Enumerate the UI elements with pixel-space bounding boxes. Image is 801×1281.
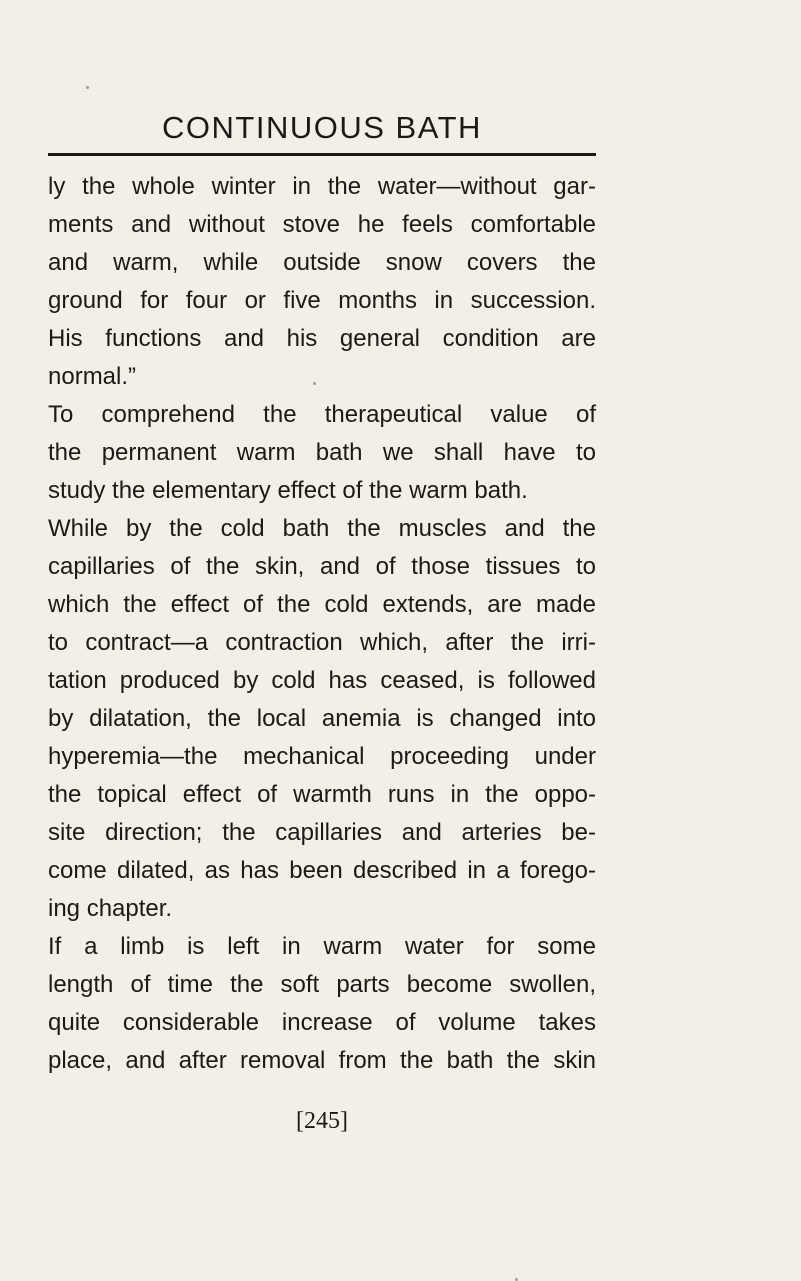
page-number: [245] (296, 1108, 348, 1134)
paragraph-first-line: While by the cold bath the muscles and the (48, 515, 596, 542)
text-line: the permanent warm bath we shall have to (48, 439, 596, 466)
running-head: CONTINUOUS BATH (162, 110, 482, 145)
paragraph-first-line: If a limb is left in warm water for some (48, 933, 596, 960)
paper-speck (313, 382, 316, 385)
text-line: the topical effect of warmth runs in the oppo- (48, 781, 596, 808)
paragraph-first-line: To comprehend the therapeutical value of (48, 401, 596, 428)
text-line: ly the whole winter in the water—without gar- (48, 173, 596, 200)
text-line: quite considerable increase of volume takes (48, 1009, 596, 1036)
text-line: capillaries of the skin, and of those tissues to (48, 553, 596, 580)
paper-speck (86, 86, 89, 89)
header-rule (48, 153, 596, 156)
text-line: by dilatation, the local anemia is changed into (48, 705, 596, 732)
text-line: and warm, while outside snow covers the (48, 249, 596, 276)
body-text (48, 168, 596, 1080)
text-line: length of time the soft parts become swollen, (48, 971, 596, 998)
text-line: ing chapter. (48, 895, 173, 922)
text-line: ground for four or five months in succession. (48, 287, 596, 314)
text-line: site direction; the capillaries and arteries be- (48, 819, 596, 846)
text-line: study the elementary effect of the warm bath. (48, 477, 528, 504)
text-line: to contract—a contraction which, after the irri- (48, 629, 596, 656)
text-line: tation produced by cold has ceased, is followed (48, 667, 596, 694)
text-line: ments and without stove he feels comfortable (48, 211, 596, 238)
text-line: His functions and his general condition are (48, 325, 596, 352)
text-line: come dilated, as has been described in a forego- (48, 857, 596, 884)
text-line: which the effect of the cold extends, are made (48, 591, 596, 618)
text-line: hyperemia—the mechanical proceeding under (48, 743, 596, 770)
text-line: place, and after removal from the bath the skin (48, 1047, 596, 1074)
text-line: normal.” (48, 363, 137, 390)
